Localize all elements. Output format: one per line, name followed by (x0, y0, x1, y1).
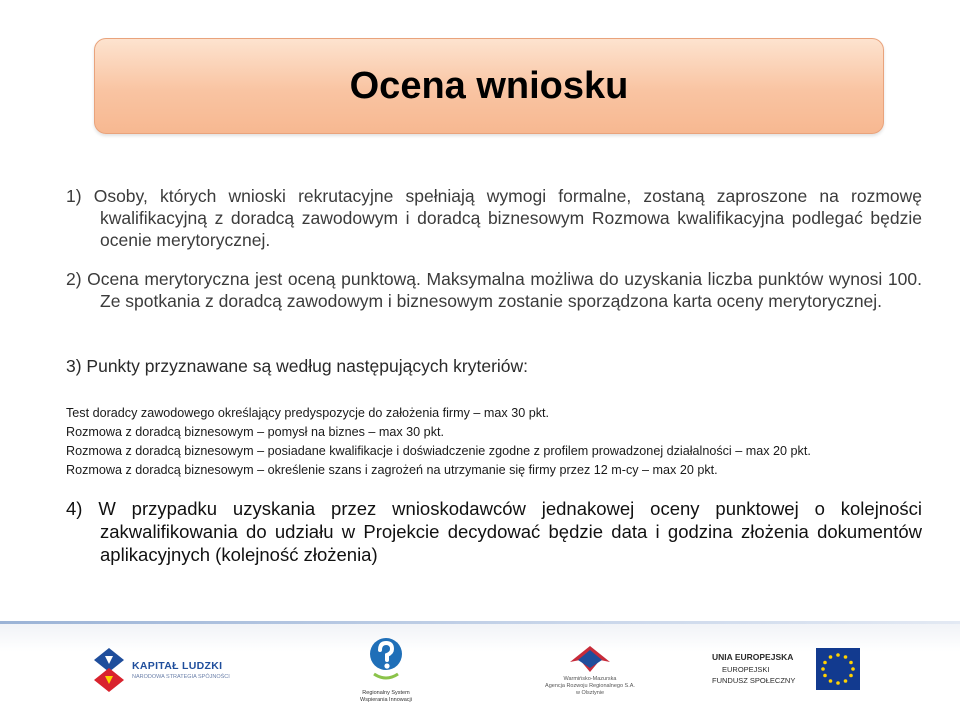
paragraph-1: 1) Osoby, których wnioski rekrutacyjne spełniają wymogi formalne, zostaną zaproszone na rozmowę kwalifikacyjną z doradcą zawodowym i doradcą biznesowym Rozmowa kwalifikacyjna podlegać będzie ocenie merytorycznej. (66, 186, 922, 250)
wmarr-line2: Agencja Rozwoju Regionalnego S.A. (545, 683, 635, 689)
eu-title: UNIA EUROPEJSKA (712, 652, 794, 662)
kl-title: KAPITAŁ LUDZKI (132, 660, 223, 672)
rswi-logo (356, 636, 416, 712)
wmarr-bird-icon (566, 642, 614, 674)
wmarr-line1: Warmińsko-Mazurska (563, 676, 617, 682)
criterion-item: Test doradcy zawodowego określający predyspozycje do założenia firmy – max 30 pkt. (66, 406, 549, 420)
kapital-ludzki-logo (92, 646, 242, 696)
title-banner (94, 38, 884, 134)
slide-title: Ocena wniosku (349, 64, 629, 107)
rswi-line1: Regionalny System (362, 690, 410, 696)
eu-efs-logo (712, 648, 862, 700)
criteria-list (66, 404, 922, 480)
kl-subtitle: NARODOWA STRATEGIA SPÓJNOŚCI (132, 674, 230, 680)
criterion-item: Rozmowa z doradcą biznesowym – pomysł na biznes – max 30 pkt. (66, 425, 444, 439)
paragraph-2: 2) Ocena merytoryczna jest oceną punktową. Maksymalna możliwa do uzyskania liczba punktów wynosi 100. Ze spotkania z doradcą zawodowym i biznesowym zostanie sporządzona karta oceny merytorycznej. (66, 269, 922, 311)
eu-flag-icon (816, 648, 860, 690)
paragraph-3: 3) Punkty przyznawane są według następujących kryteriów: (66, 356, 529, 376)
paragraph-4: 4) W przypadku uzyskania przez wnioskodawców jednakowej oceny punktowej o kolejności zakwalifikowania do udziału w Projekcie decydować będzie data i godzina złożenia dokumentów aplikacyjnych (kolejność złożenia) (66, 498, 922, 565)
eu-sub2: FUNDUSZ SPOŁECZNY (712, 676, 796, 685)
criterion-item: Rozmowa z doradcą biznesowym – posiadane kwalifikacje i doświadczenie zgodne z profilem prowadzonej działalności – max 20 pkt. (66, 444, 811, 458)
wmarr-line3: w Olsztynie (575, 690, 605, 696)
eu-sub1: EUROPEJSKI (722, 665, 770, 674)
criterion-item: Rozmowa z doradcą biznesowym – określenie szans i zagrożeń na utrzymanie się firmy przez 12 m-cy – max 20 pkt. (66, 463, 718, 477)
rswi-question-icon (366, 636, 406, 684)
rswi-line2: Wspierania Innowacji (360, 697, 412, 703)
kl-emblem-icon (92, 646, 126, 694)
wmarr-logo (540, 642, 640, 712)
